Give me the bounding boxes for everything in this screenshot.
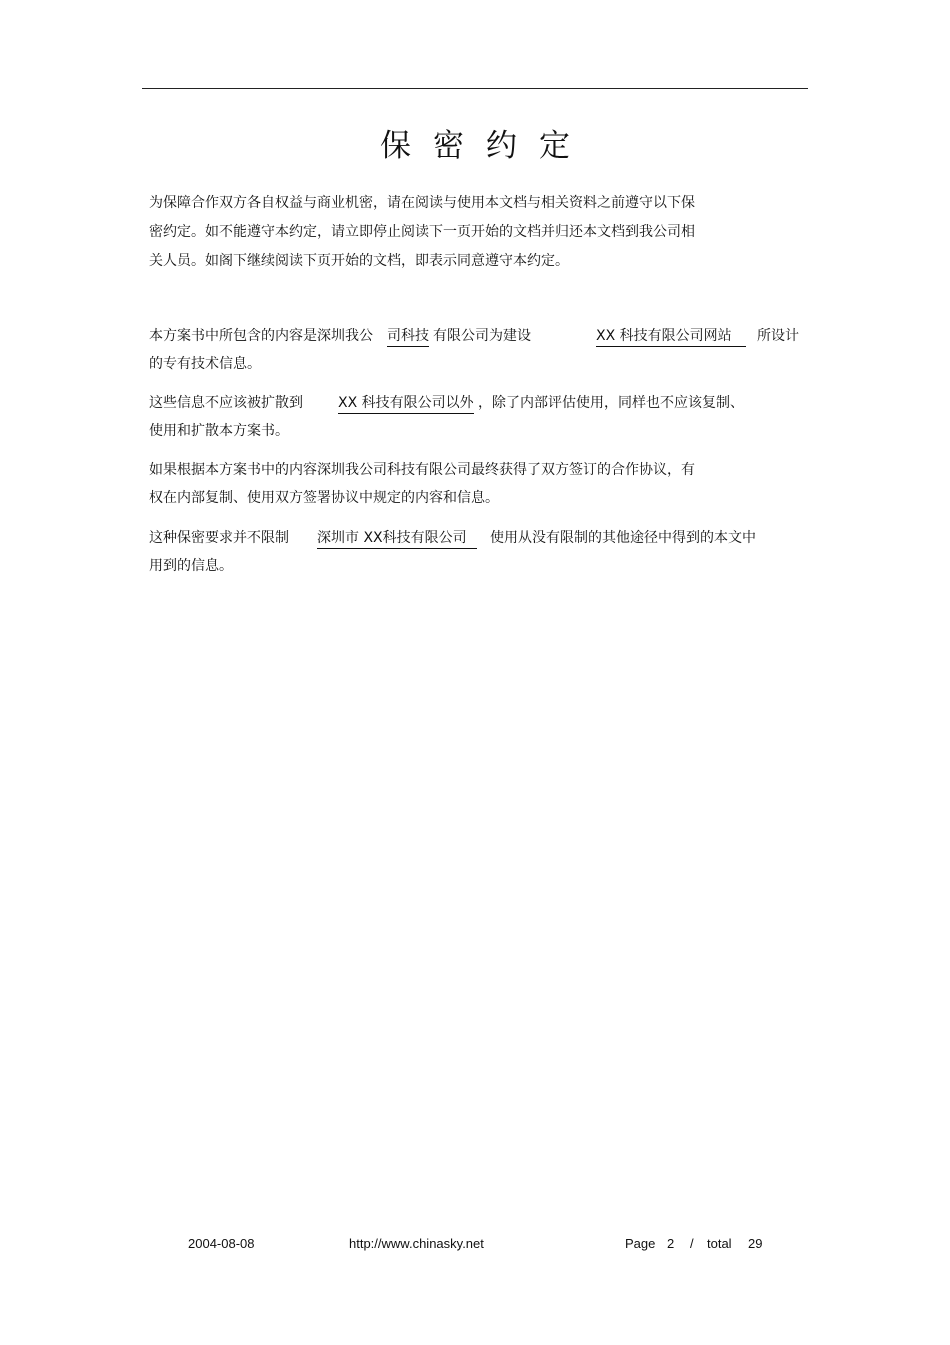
footer-total-number: 29 [748,1236,763,1251]
para1-text-c: 所设计 [757,328,799,344]
para1-text-a: 本方案书中所包含的内容是深圳我公 [149,328,373,344]
page-title: 保密约定 [380,128,592,164]
intro-line-2: 密约定。如不能遵守本约定，请立即停止阅读下一页开始的文档并归还本文档到我公司相 [149,224,695,240]
intro-line-1: 为保障合作双方各自权益与商业机密，请在阅读与使用本文档与相关资料之前遵守以下保 [149,195,695,211]
para4-underline-1: 深圳市 XX科技有限公司 [317,529,477,549]
para1-underline-2: XX 科技有限公司网站 [596,327,746,347]
para1-underline-1: 司科技 [387,327,429,347]
para2-underline-1: XX 科技有限公司以外 [338,394,474,414]
para2-text-b: ，除了内部评估使用，同样也不应该复制、 [478,395,744,411]
para2-text-a: 这些信息不应该被扩散到 [149,395,303,411]
para4-text-a: 这种保密要求并不限制 [149,530,289,546]
footer-separator: / [690,1236,694,1251]
footer-page-number: 2 [667,1236,675,1251]
para1-text-b: 有限公司为建设 [433,328,531,344]
footer-date: 2004-08-08 [188,1236,255,1251]
para4-text-b: 使用从没有限制的其他途径中得到的本文中 [490,530,756,546]
header-rule [142,88,808,89]
para1-line-2: 的专有技术信息。 [149,356,261,372]
intro-line-3: 关人员。如阁下继续阅读下页开始的文档，即表示同意遵守本约定。 [149,253,569,269]
para4-line-2: 用到的信息。 [149,558,233,574]
footer-page-label: Page [625,1236,656,1251]
para2-line-2: 使用和扩散本方案书。 [149,423,289,439]
para3-line-1: 如果根据本方案书中的内容深圳我公司科技有限公司最终获得了双方签订的合作协议，有 [149,462,695,478]
footer-total-label: total [707,1236,732,1251]
para3-line-2: 权在内部复制、使用双方签署协议中规定的内容和信息。 [149,490,499,506]
footer-url: http://www.chinasky.net [349,1236,484,1251]
